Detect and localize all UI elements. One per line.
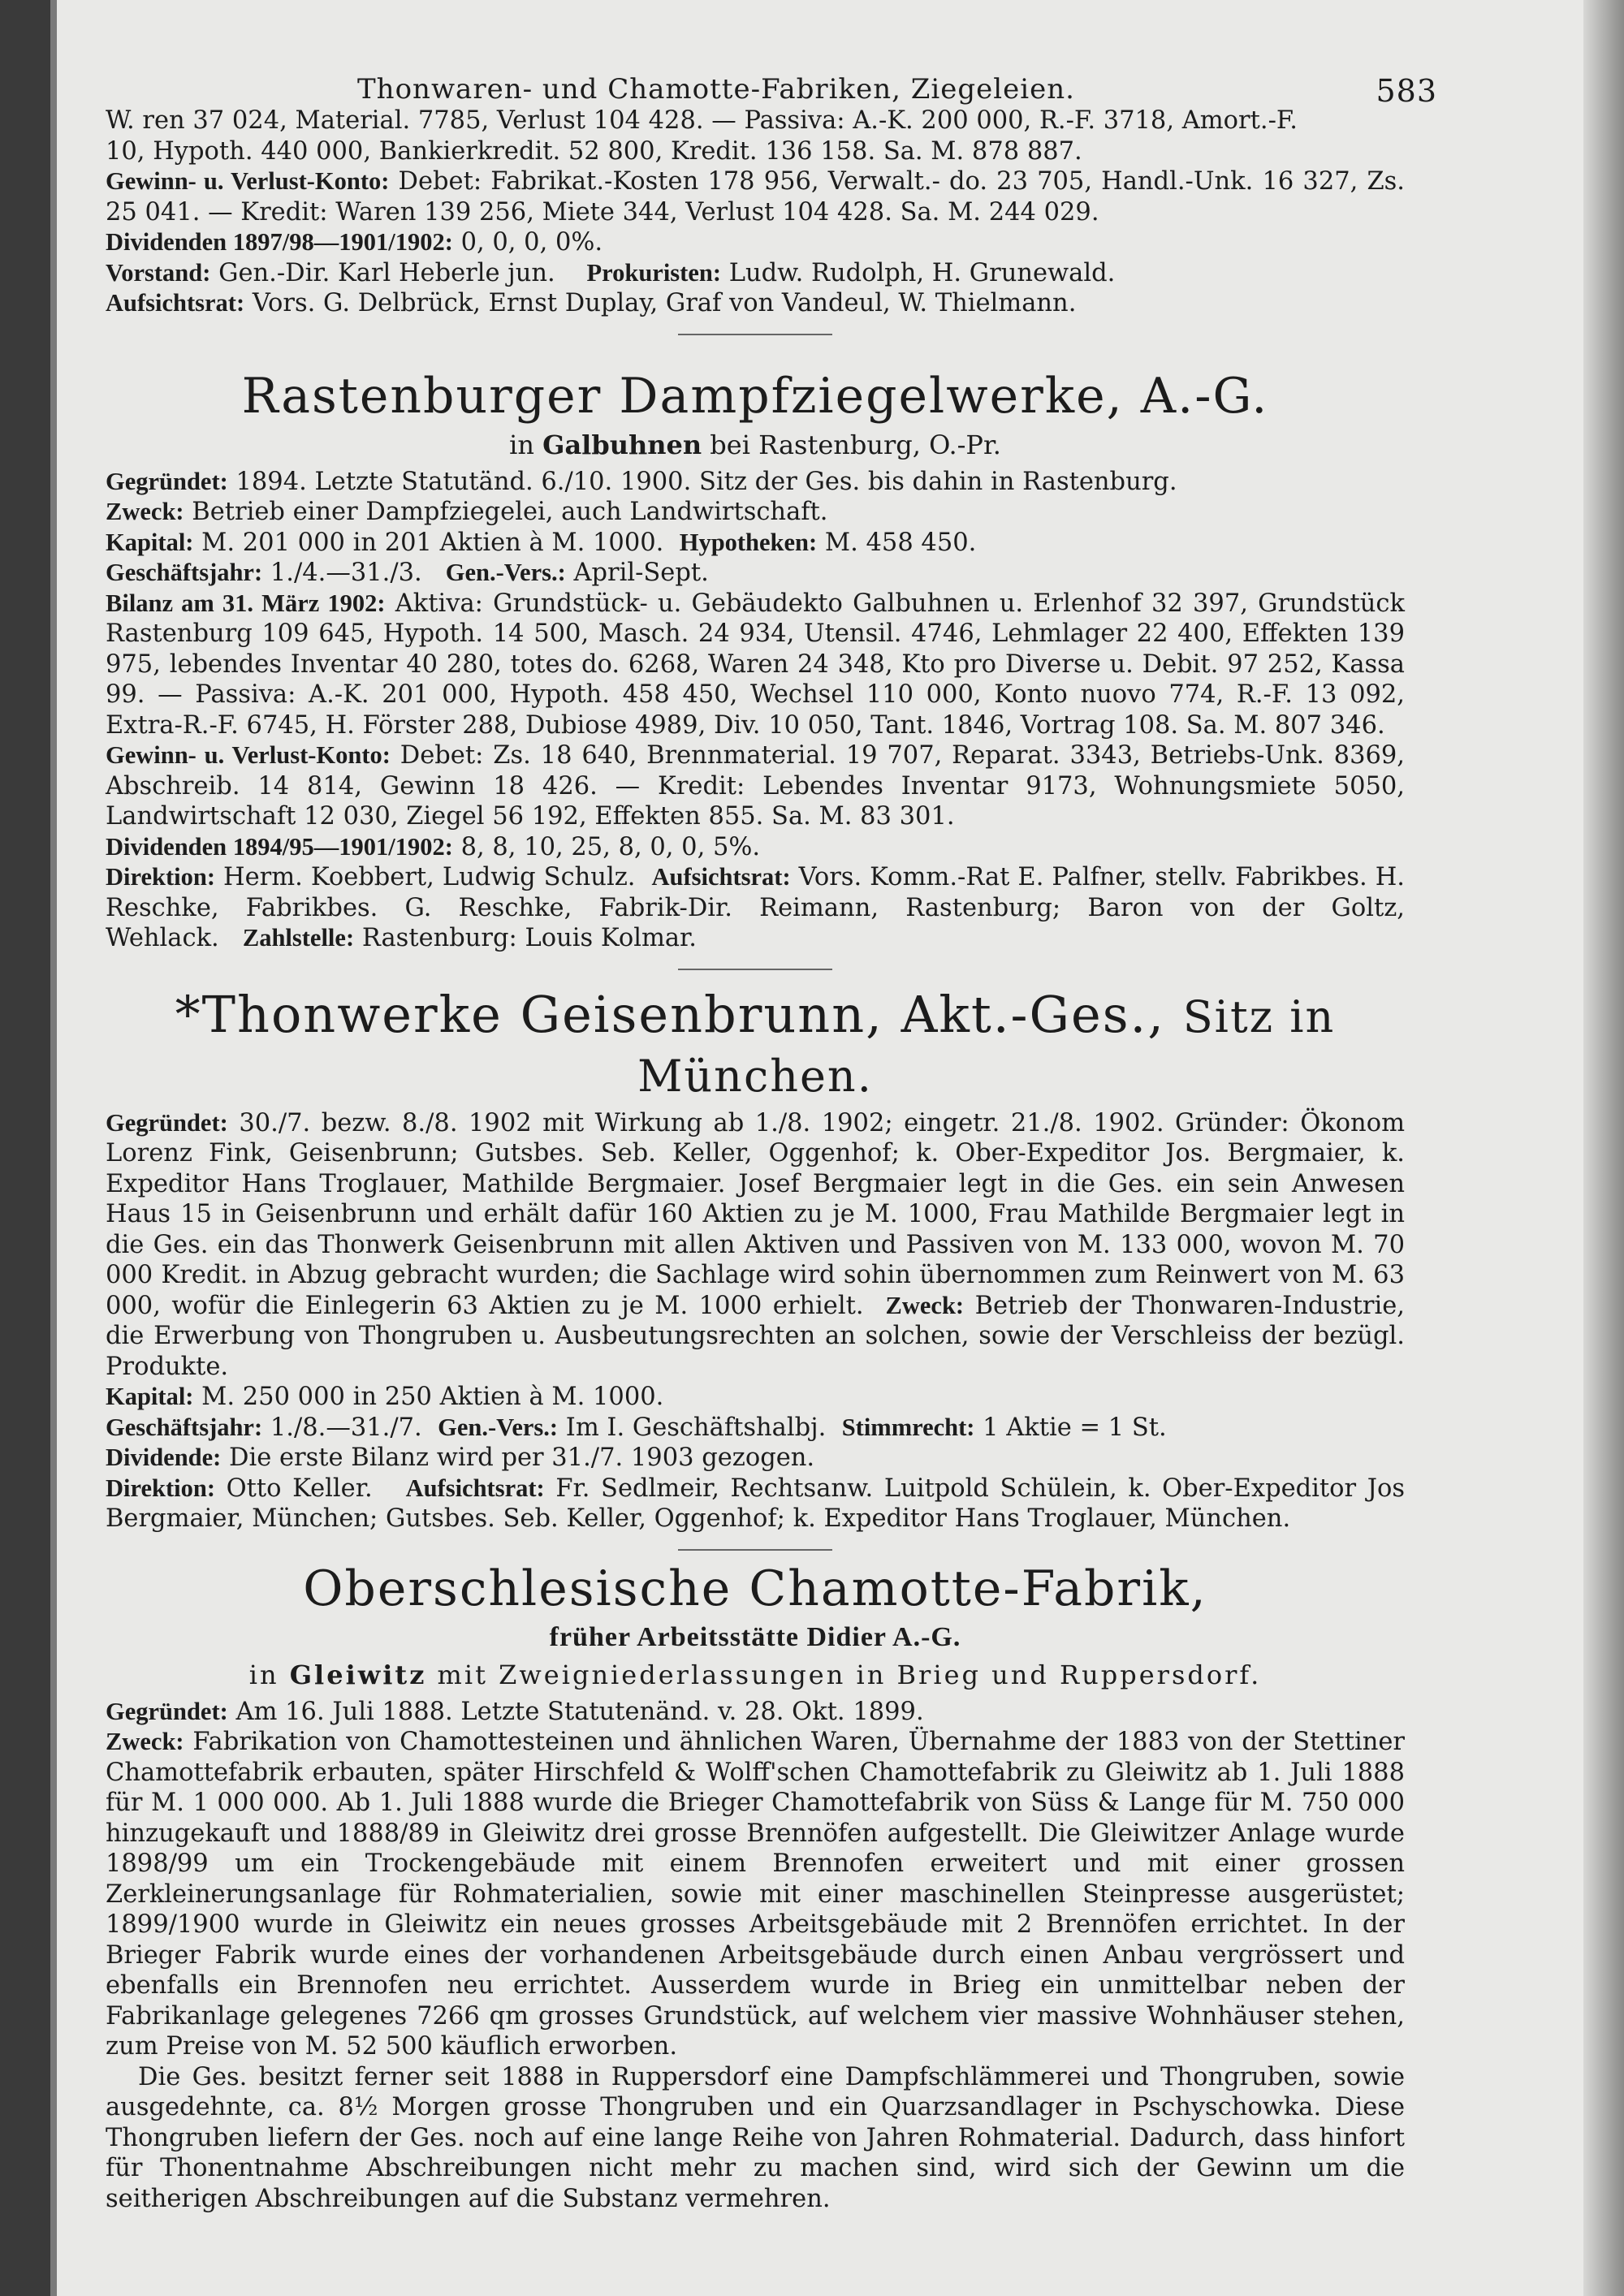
prev-gv-text: Debet: Fabrikat.-Kosten 178 956, Verwalt.- do. 23 705, Handl.-Unk. 16 327, Zs. 25 041. — Kredit: Waren 139 256, Miete 344, Verlust 104 428. Sa. M. 244 029. [106,167,1405,227]
entry-rastenburg [106,368,1405,970]
running-title: Thonwaren- und Chamotte-Fabriken, Ziegeleien. [357,73,1075,106]
kapital [106,528,1405,559]
gj-label: Geschäftsjahr: [106,1413,263,1441]
company-former-name: früher Arbeitsstätte Didier A.-G. [549,1621,961,1652]
kapital-label: Kapital: [106,1383,194,1410]
ar-text: Vors. Komm.-Rat E. Palfner, stellv. Fabrikbes. H. Reschke, Fabrikbes. G. Reschke, Fabrik-Dir. Reimann, Rastenburg; Baron von der Goltz, Wehlack. [106,863,1406,952]
company-location [106,1659,1405,1690]
company-name: Oberschlesische Chamotte-Fabrik, [303,1560,1207,1617]
location-suffix: mit Zweigniederlassungen in Brieg und Ruppersdorf. [437,1659,1262,1690]
direktion [106,862,1405,954]
zweck [106,497,1405,528]
prev-ar-text: Vors. G. Delbrück, Ernst Duplay, Graf von Vandeul, W. Thielmann. [252,289,1077,317]
company-seat: Sitz in München. [637,990,1336,1102]
zahlstelle-text: Rastenburg: Louis Kolmar. [361,924,697,952]
company-name [106,985,1405,1103]
prev-vorstand [106,258,1405,289]
prev-div-text: 0, 0, 0, 0%. [460,228,603,257]
hypotheken-text: M. 458 450. [824,528,977,557]
div-label: Dividenden 1894/95—1901/1902: [106,832,453,861]
gegruendet-label: Gegründet: [106,1697,228,1725]
gegruendet-text: Am 16. Juli 1888. Letzte Statutenänd. v. 28. Okt. 1899. [235,1697,924,1726]
gegruendet-label: Gegründet: [106,1108,228,1137]
ar-label: Aufsichtsrat: [651,863,791,891]
zweck-label: Zweck: [885,1291,965,1319]
gegruendet [106,1108,1405,1383]
hypotheken-label: Hypotheken: [679,528,818,556]
prev-ar-label: Aufsichtsrat: [106,289,245,317]
location-suffix: bei Rastenburg, O.-Pr. [710,429,1001,460]
gegruendet-text: 1894. Letzte Statutänd. 6./10. 1900. Sitz der Ges. bis dahin in Rastenburg. [235,467,1177,496]
running-head [106,49,1437,109]
ar-label: Aufsichtsrat: [405,1474,545,1502]
kapital-text: M. 201 000 in 201 Aktien à M. 1000. [201,528,664,557]
page-number: 583 [1376,73,1437,109]
prev-div [106,227,1405,258]
prev-vorstand-label: Vorstand: [106,258,211,287]
book-spine-edge [50,0,57,2296]
guv-label: Gewinn- u. Verlust-Konto: [106,741,391,769]
geschaeftsjahr [106,558,1405,589]
prev-line-1: W. ren 37 024, Material. 7785, Verlust 104 428. — Passiva: A.-K. 200 000, R.-F. 3718, Amort.-F. [106,106,1298,135]
gegruendet [106,467,1405,498]
div-text: Die erste Bilanz wird per 31./7. 1903 gezogen. [229,1444,815,1472]
gegruendet [106,1697,1405,1728]
stimmrecht-label: Stimmrecht: [841,1413,975,1441]
kapital [106,1382,1405,1413]
gj-text: 1./8.—31./7. [270,1413,422,1442]
guv-text: Debet: Zs. 18 640, Brennmaterial. 19 707, Reparat. 3343, Betriebs-Unk. 8369, Abschreib. 14 814, Gewinn 18 426. — Kredit: Lebendes Inventar 9173, Wohnungsmiete 5050, Landwirtschaft 12 030, Ziegel 56 192, Effekten 855. Sa. M. 83 301. [106,741,1405,831]
bilanz [106,589,1405,741]
bilanz-label: Bilanz am 31. März 1902: [106,589,386,617]
location-prefix: in [509,429,534,460]
prev-line-2: 10, Hypoth. 440 000, Bankierkredit. 52 800, Kredit. 136 158. Sa. M. 878 887. [106,136,1082,166]
location-place: Galbuhnen [542,429,702,460]
dir-text: Otto Keller. [226,1474,373,1503]
genvers-label: Gen.-Vers.: [438,1413,559,1441]
gj-label: Geschäftsjahr: [106,559,263,586]
company-name-main: *Thonwerke Geisenbrunn, Akt.-Ges., [175,984,1165,1044]
kapital-text: M. 250 000 in 250 Aktien à M. 1000. [201,1383,664,1411]
prev-prok-label: Prokuristen: [586,258,721,287]
ar-text: Fr. Sedlmeir, Rechtsanw. Luitpold Schülein, k. Ober-Expeditor Jos Bergmaier, München; Gutsbes. Seb. Keller, Oggenhof; k. Expeditor Hans Troglauer, München. [106,1474,1405,1533]
location-prefix: in [248,1659,279,1690]
paragraph-2: Die Ges. besitzt ferner seit 1888 in Ruppersdorf eine Dampfschlämmerei und Thongruben, sowie ausgedehnte, ca. 8½ Morgen grosse Thongruben und ein Quarzsandlager in Pschyschowka. Diese Thongruben liefern der Ges. noch auf eine lange Reihe von Jahren Rohmaterial. Dadurch, dass hinfort für Thonentnahme Abschreibungen nicht mehr zu machen sind, wird sich der Gewinn um die seitherigen Abschreibungen auf die Substanz vermehren. [106,2062,1405,2213]
dir-text: Herm. Koebbert, Ludwig Schulz. [223,863,636,891]
zweck [106,1727,1405,2062]
prev-entry [106,106,1405,335]
genvers-text: Im I. Geschäftshalbj. [565,1413,827,1442]
div-text: 8, 8, 10, 25, 8, 0, 0, 5%. [460,832,761,861]
gegruendet-text: 30./7. bezw. 8./8. 1902 mit Wirkung ab 1./8. 1902; eingetr. 21./8. 1902. Gründer: Ökonom Lorenz Fink, Geisenbrunn; Gutsbes. Seb. Keller, Oggenhof; k. Ober-Expeditor Jos. Bergmaier, k. Expeditor Hans Troglauer, Mathilde Bergmaier. Josef Bergmaier legt in die Ges. ein sein Anwesen Haus 15 in Geisenbrunn und erhält dafür 160 Aktien zu je M. 1000, Frau Mathilde Bergmaier legt in die Ges. ein das Thonwerk Geisenbrunn mit allen Aktiven und Passiven von M. 133 000, wovon M. 70 000 Kredit. in Abzug gebracht wurden; die Sachlage wird sohin übernommen zum Reinwert von M. 63 000, wofür die Einlegerin 63 Aktien zu je M. 1000 erhielt. [106,1108,1405,1320]
dividende [106,1443,1405,1474]
prev-gv [106,166,1405,227]
genvers-text: April-Sept. [573,559,709,587]
dir-label: Direktion: [106,1474,215,1502]
document-page [106,49,1437,2214]
kapital-label: Kapital: [106,528,194,556]
prev-div-label: Dividenden 1897/98—1901/1902: [106,228,453,256]
geschaeftsjahr [106,1413,1405,1444]
entry-geisenbrunn [106,985,1405,1551]
stimmrecht-text: 1 Aktie = 1 St. [983,1413,1167,1442]
prev-ar [106,288,1405,319]
gewinn-verlust [106,740,1405,832]
book-spine-shadow [0,0,50,2296]
bilanz-text: Aktiva: Grundstück- u. Gebäudekto Galbuhnen u. Erlenhof 32 397, Grundstück Rastenburg 109 645, Hypoth. 14 500, Masch. 24 934, Utensil. 4746, Lehmlager 22 400, Effekten 139 975, lebendes Inventar 40 280, totes do. 6268, Waren 24 348, Kto pro Diverse u. Debit. 97 252, Kassa 99. — Passiva: A.-K. 201 000, Hypoth. 458 450, Wechsel 110 000, Konto nuovo 774, R.-F. 13 092, Extra-R.-F. 6745, H. Förster 288, Dubiose 4989, Div. 10 050, Tant. 1846, Vortrag 108. Sa. M. 807 346. [106,589,1405,740]
zweck-text: Betrieb der Thonwaren-Industrie, die Erwerbung von Thongruben u. Ausbeutungsrechten an solchen, sowie der Verschleiss der bezügl. Produkte. [106,1291,1405,1381]
company-location [106,429,1405,460]
prev-prok-text: Ludw. Rudolph, H. Grunewald. [728,258,1116,287]
div-label: Dividende: [106,1444,222,1471]
zweck-label: Zweck: [106,1728,184,1755]
zweck-label: Zweck: [106,498,184,525]
prev-gv-label: Gewinn- u. Verlust-Konto: [106,167,390,195]
direktion [106,1474,1405,1534]
dividenden [106,832,1405,863]
genvers-label: Gen.-Vers.: [445,559,566,586]
zweck-text: Fabrikation von Chamottesteinen und ähnlichen Waren, Übernahme der 1883 von der Stettiner Chamottefabrik erbauten, später Hirschfeld & Wolff'schen Chamottefabrik zu Gleiwitz ab 1. Juli 1888 für M. 1 000 000. Ab 1. Juli 1888 wurde die Brieger Chamottefabrik von Süss & Lange für M. 750 000 hinzugekauft und 1888/89 in Gleiwitz drei grosse Brennöfen aufgestellt. Die Gleiwitzer Anlage wurde 1898/99 um ein Trockengebäude mit einem Brennofen erweitert und mit einer grossen Zerkleinerungsanlage für Rohmaterialien, sowie mit einer maschinellen Steinpresse ausgerüstet; 1899/1900 wurde in Gleiwitz ein neues grosses Arbeitsgebäude mit 2 Brennöfen errichtet. In der Brieger Fabrik wurde eines der vorhandenen Arbeitsgebäude durch einen Anbau vergrössert und ebenfalls ein Brennofen neu errichtet. Ausserdem wurde in Brieg ein unmittelbar neben der Fabrikanlage gelegenes 7266 qm grosses Grundstück, auf welchem vier massive Wohnhäuser stehen, zum Preise von M. 52 500 käuflich erworben. [106,1728,1405,2061]
section-divider [678,969,832,970]
zahlstelle-label: Zahlstelle: [242,924,355,952]
section-divider [678,334,832,335]
prev-vorstand-text: Gen.-Dir. Karl Heberle jun. [218,258,555,287]
section-divider [678,1549,832,1551]
gj-text: 1./4.—31./3. [270,559,422,587]
page-edge [1583,0,1624,2296]
dir-label: Direktion: [106,863,215,891]
entry-oberschlesien [106,1560,1405,2215]
gegruendet-label: Gegründet: [106,467,228,495]
zweck-text: Betrieb einer Dampfziegelei, auch Landwirtschaft. [192,498,828,526]
company-name: Rastenburger Dampfziegelwerke, A.-G. [241,367,1269,425]
location-place: Gleiwitz [289,1659,427,1690]
